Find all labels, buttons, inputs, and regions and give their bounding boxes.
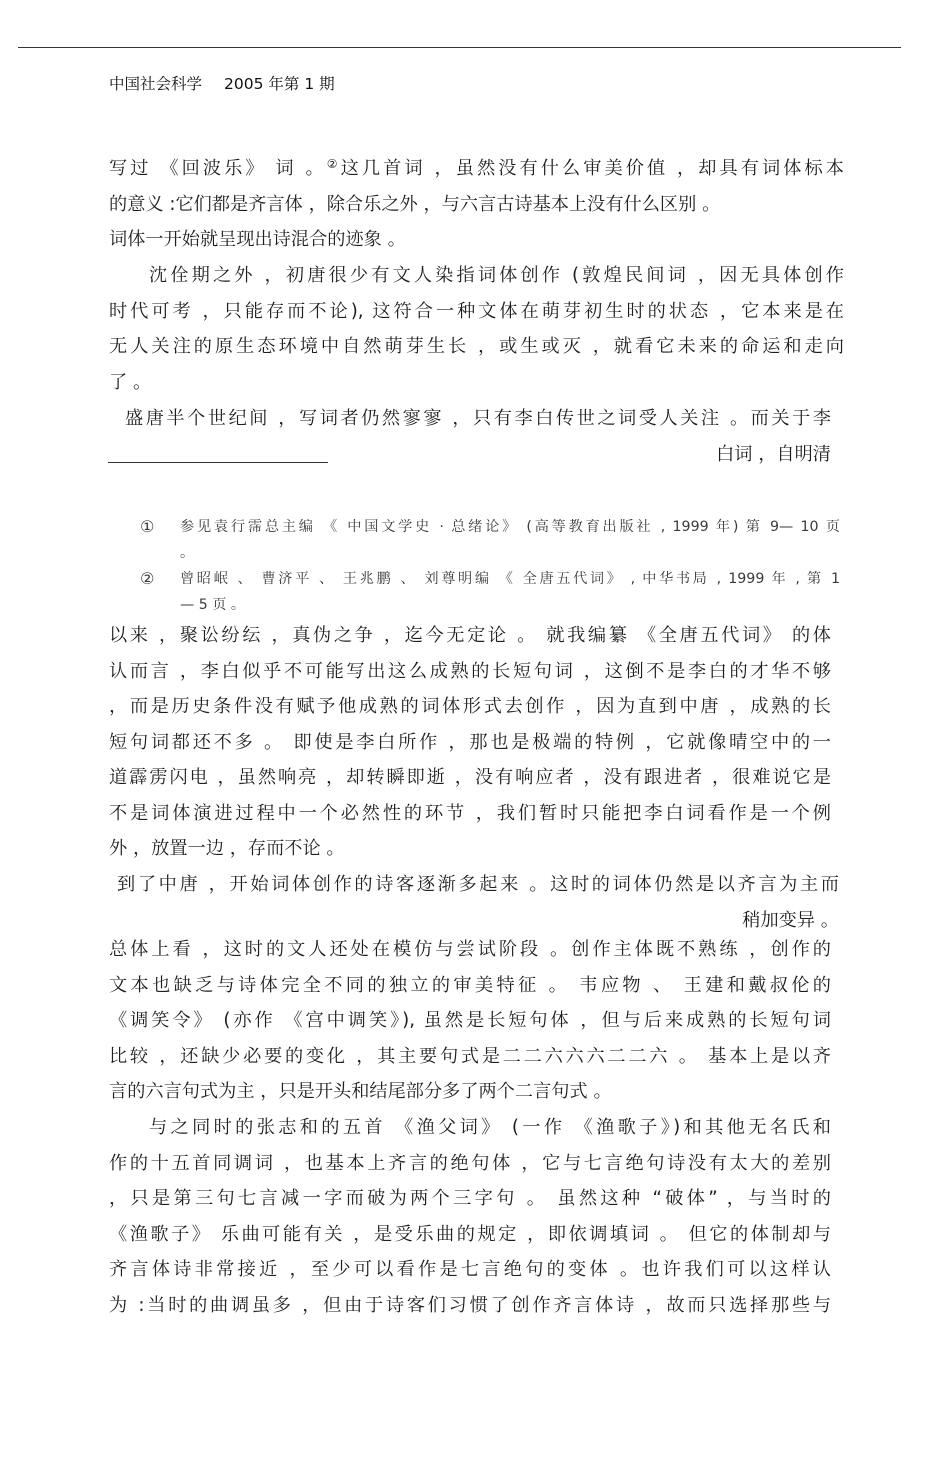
text-line: 到了中唐 ，开始词体创作的诗客逐渐多起来 。这时的词体仍然是以齐言为主而 [117, 874, 839, 895]
footnotes [140, 514, 840, 618]
text-line: 认而言 ，李白似乎不可能写出这么成熟的长短句词 ，这倒不是李白的才华不够 [109, 660, 831, 682]
paragraph-5 [117, 867, 839, 938]
text-line: 写过 《回波乐》 词 。②这几首词 ，虽然没有什么审美价值 ，却具有词体标本 [109, 157, 844, 179]
footnote-line: 参见袁行霈总主编 《 中国文学史 · 总绪论》 (高等教育出版社 , 1999 年) 第 9— 10 页 [180, 519, 840, 535]
text-line: 时代可考 ，只能存而不论), 这符合一种文体在萌芽初生时的状态 ，它本来是在 [109, 300, 844, 322]
text-line: 短句词都还不多 。 即使是李白所作 ，那也是极端的特例 ，它就像晴空中的一 [109, 731, 831, 753]
text-line: 与之同时的张志和的五首 《渔父词》 (一作 《渔歌子》)和其他无名氏和 [149, 1117, 831, 1138]
footnote-rule [108, 462, 328, 463]
text-line: 《渔歌子》 乐曲可能有关 ，是受乐曲的规定 ，即依调填词 。 但它的体制却与 [109, 1223, 831, 1245]
footnote-1 [140, 514, 840, 566]
text-line: ，而是历史条件没有赋予他成熟的词体形式去创作 ，因为直到中唐 ，成熟的长 [109, 696, 831, 717]
text-line: ，只是第三句七言减一字而破为两个三字句 。 虽然这种 “破体” ，与当时的 [109, 1188, 831, 1209]
text-line: 言的六言句式为主 ，只是开头和结尾部分多了两个二言句式 。 [109, 1081, 612, 1102]
paragraph-4 [109, 618, 831, 867]
text-line: 文本也缺乏与诗体完全不同的独立的审美特征 。 韦应物 、 王建和戴叔伦的 [109, 974, 831, 996]
text-line: 的意义 :它们都是齐言体 ，除合乐之外 ，与六言古诗基本上没有什么区别 。 [109, 193, 721, 215]
running-header [109, 72, 335, 94]
footnote-line: 曾昭岷 、 曹济平 、 王兆鹏 、 刘尊明编 《 全唐五代词》 , 中华书局 , 1999 年 , 第 1 [180, 571, 840, 587]
text-line: 无人关注的原生态环境中自然萌芽生长 ，或生或灭 ，就看它未来的命运和走向 [109, 336, 844, 357]
footnote-2 [140, 566, 840, 618]
top-rule [18, 47, 901, 48]
text-line: 了 。 [109, 371, 152, 393]
footnote-mark: ① [140, 517, 155, 536]
text-line: 沈佺期之外 ，初唐很少有文人染指词体创作 (敦煌民间词 ，因无具体创作 [149, 265, 844, 286]
text-line: 为 :当时的曲调虽多 ，但由于诗客们习惯了创作齐言体诗 ，故而只选择那些与 [109, 1294, 831, 1316]
footnote-ref-2[interactable]: ② [326, 157, 341, 171]
text-line: 《调笑令》 (亦作 《宫中调笑》), 虽然是长短句体 ，但与后来成熟的长短句词 [109, 1010, 831, 1031]
text-line: 盛唐半个世纪间 ，写词者仍然寥寥 ，只有李白传世之词受人关注 。而关于李 [125, 408, 831, 429]
paragraph-6 [109, 932, 831, 1110]
text-line: 比较 ，还缺少必要的变化 ，其主要句式是二二六六六二二六 。 基本上是以齐 [109, 1045, 831, 1067]
text-line: 不是词体演进过程中一个必然性的环节 ，我们暂时只能把李白词看作是一个例 [109, 802, 831, 824]
text-line: 作的十五首同调词 ，也基本上齐言的绝句体 ，它与七言绝句诗没有太大的差别 [109, 1152, 831, 1174]
journal-name: 中国社会科学 [109, 75, 203, 93]
text-line: 道霹雳闪电 ，虽然响亮 ，却转瞬即逝 ，没有响应者 ，没有跟进者 ，很难说它是 [109, 767, 831, 788]
footnote-line: 。 [180, 545, 195, 561]
text-line: 词体一开始就呈现出诗混合的迹象 。 [109, 229, 406, 250]
text-line: 外 ，放置一边 ，存而不论 。 [109, 838, 345, 859]
paragraph-7 [109, 1110, 831, 1323]
text-line: 以来 ，聚讼纷纭 ，真伪之争 ，迄今无定论 。 就我编纂 《全唐五代词》 的体 [109, 625, 831, 646]
text-line: 稍加变异 。 [742, 909, 839, 931]
footnote-mark: ② [140, 569, 155, 588]
text-line: 总体上看 ，这时的文人还处在模仿与尝试阶段 。创作主体既不熟练 ，创作的 [109, 939, 831, 960]
paragraph-2 [109, 258, 844, 400]
text-line: 白词 ，自明清 [716, 443, 831, 465]
text-line: 齐言体诗非常接近 ，至少可以看作是七言绝句的变体 。也许我们可以这样认 [109, 1259, 831, 1280]
footnote-line: — 5 页 。 [180, 597, 246, 613]
issue-label: 2005 年第 1 期 [224, 75, 335, 93]
paragraph-1 [109, 147, 844, 258]
